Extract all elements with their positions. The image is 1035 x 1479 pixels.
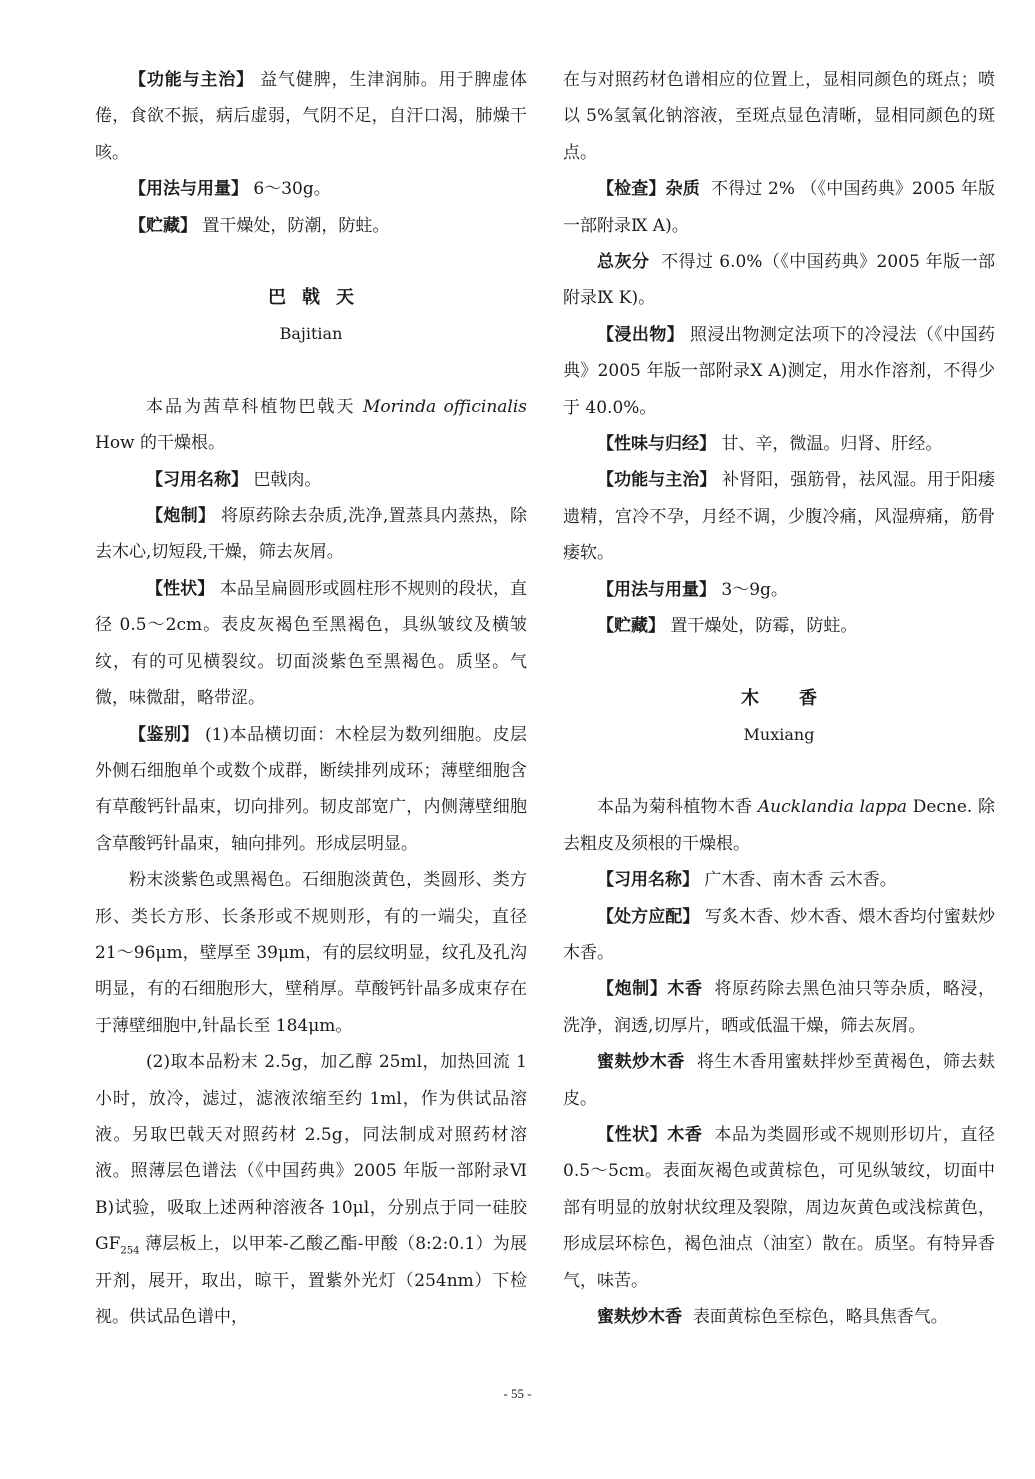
section-label: 【炮制】 <box>146 506 216 527</box>
section-text: 写炙木香、炒木香、煨木香均付蜜麸炒木香。 <box>563 906 996 963</box>
section-label: 【习用名称】 <box>146 469 248 490</box>
paragraph-tlc <box>95 1044 527 1335</box>
section-label: 【贮藏】 <box>129 215 197 236</box>
paragraph-honey-fried-characters <box>563 1299 995 1335</box>
desc-text: 本品为菊科植物木香 <box>597 797 758 818</box>
section-label: 【鉴别】 <box>129 724 200 745</box>
section-text: 广木香、南木香 云木香。 <box>704 870 897 891</box>
section-text: 甘、辛，微温。归肾、肝经。 <box>721 434 943 455</box>
section-text: 薄层板上，以甲苯-乙酸乙酯-甲酸（8:2:0.1）为展开剂，展开，取出，晾干，置紫外光灯（254nm）下检视。供试品色谱中， <box>95 1234 527 1327</box>
paragraph-alias <box>563 862 995 898</box>
paragraph-storage <box>95 208 527 244</box>
paragraph-identification <box>95 717 527 863</box>
section-text: 6～30g。 <box>253 179 331 200</box>
paragraph-powder <box>95 862 527 1044</box>
section-label: 【贮藏】 <box>597 616 665 637</box>
section-text: (1)本品横切面：木栓层为数列细胞。皮层外侧石细胞单个或数个成群，断续排列成环；薄壁细胞含有草酸钙针晶束，切向排列。韧皮部宽广，内侧薄壁细胞含草酸钙针晶束，轴向排列。形成层明显。 <box>95 724 527 854</box>
section-text: 在与对照药材色谱相应的位置上，显相同颜色的斑点；喷以 5%氢氧化钠溶液，至斑点显色清晰，显相同颜色的斑点。 <box>563 70 995 163</box>
paragraph-function <box>95 62 527 171</box>
section-text: 置干燥处，防潮，防蛀。 <box>202 215 390 236</box>
paragraph-usage <box>563 572 995 608</box>
paragraph-description <box>95 389 527 462</box>
monograph-title: 木香 <box>741 687 857 709</box>
latin-name: Aucklandia lappa <box>757 797 908 818</box>
section-label: 【处方应配】 <box>597 906 700 927</box>
section-label: 【习用名称】 <box>597 870 699 891</box>
paragraph-processing <box>95 498 527 571</box>
paragraph-usage <box>95 171 527 207</box>
paragraph-processing <box>563 971 995 1044</box>
subscript: 254 <box>120 1245 140 1257</box>
section-text: 照浸出物测定法项下的冷浸法（《中国药典》2005 年版一部附录Ⅹ A)测定，用水作溶剂，不得少于 40.0%。 <box>563 324 996 418</box>
latin-name: Morinda officinalis <box>363 396 527 417</box>
section-text: 不得过 6.0%（《中国药典》2005 年版一部附录Ⅸ K)。 <box>563 252 996 309</box>
section-text: 益气健脾，生津润肺。用于脾虚体倦，食欲不振，病后虚弱，气阴不足，自汗口渴，肺燥干咳。 <box>95 70 528 163</box>
section-text: 本品为类圆形或不规则形切片，直径0.5～5cm。表面灰褐色或黄棕色，可见纵皱纹，切面中部有明显的放射状纹理及裂隙，周边灰黄色或浅棕黄色，形成层环棕色，褐色油点（油室）散在。质坚。有特异香气，味苦。 <box>563 1124 996 1291</box>
section-text: 巴戟肉。 <box>253 469 322 490</box>
right-column <box>563 62 995 1335</box>
section-label: 【浸出物】 <box>597 324 685 345</box>
section-label: 蜜麸炒木香 <box>597 1307 682 1327</box>
section-label: 【功能与主治】 <box>129 70 254 90</box>
section-spacer <box>95 353 527 389</box>
section-text: 将原药除去黑色油只等杂质，略浸，洗净，润透,切厚片，晒或低温干燥，筛去灰屑。 <box>563 979 996 1036</box>
paragraph-storage <box>563 608 995 644</box>
section-text: 将生木香用蜜麸拌炒至黄褐色，筛去麸皮。 <box>563 1052 996 1109</box>
section-text: 3～9g。 <box>721 579 788 600</box>
section-label: 【性味与归经】 <box>597 434 716 455</box>
left-column <box>95 62 527 1335</box>
section-spacer <box>563 645 995 681</box>
page-number: - 55 - <box>503 1386 532 1401</box>
desc-text: 本品为茜草科植物巴戟天 <box>146 396 364 417</box>
section-label: 【功能与主治】 <box>597 470 717 491</box>
paragraph-taste <box>563 426 995 462</box>
section-label: 蜜麸炒木香 <box>597 1052 685 1073</box>
paragraph-description <box>563 789 995 862</box>
monograph-pinyin: Muxiang <box>743 724 815 744</box>
section-label: 【检查】杂质 <box>597 179 700 200</box>
section-label: 【用法与用量】 <box>129 179 248 200</box>
paragraph-characters <box>563 1117 995 1299</box>
paragraph-ash <box>563 244 995 317</box>
desc-text: How 的干燥根。 <box>95 433 226 454</box>
section-label: 【炮制】木香 <box>597 979 703 1000</box>
monograph-pinyin: Bajitian <box>279 324 343 344</box>
paragraph-extract <box>563 317 995 426</box>
paragraph-characters <box>95 571 527 717</box>
desc-text: Decne. 除去粗皮及须根的干燥根。 <box>563 797 995 854</box>
section-text: (2)取本品粉末 2.5g，加乙醇 25ml，加热回流 1 小时，放冷，滤过，滤液浓缩至约 1ml，作为供试品溶液。另取巴戟天对照药材 2.5g，同法制成对照药材溶液。照薄层色谱法（《中国药典》2005 年版一部附录Ⅵ B)试验，吸取上述两种溶液各 10μl，分别点于同一硅胶 GF <box>95 1052 527 1255</box>
section-label: 【用法与用量】 <box>597 579 716 600</box>
section-text: 补肾阳，强筋骨，祛风湿。用于阳痿遗精，宫冷不孕，月经不调，少腹冷痛，风湿痹痛，筋骨痿软。 <box>563 470 996 564</box>
section-text: 置干燥处，防霉，防蛀。 <box>670 616 858 637</box>
section-label: 【性状】 <box>146 578 215 599</box>
paragraph-check <box>563 171 995 244</box>
paragraph-function <box>563 462 995 571</box>
section-text: 粉末淡紫色或黑褐色。石细胞淡黄色，类圆形、类方形、类长方形、长条形或不规则形，有的一端尖，直径 21～96μm，壁厚至 39μm，有的层纹明显，纹孔及孔沟明显，有的石细胞形大，壁稍厚。草酸钙针晶多成束存在于薄壁细胞中,针晶长至 184μm。 <box>95 870 527 1036</box>
section-spacer <box>563 753 995 789</box>
paragraph-honey-fried <box>563 1044 995 1117</box>
section-text: 本品呈扁圆形或圆柱形不规则的段状，直径 0.5～2cm。表皮灰褐色至黑褐色，具纵皱纹及横皱纹，有的可见横裂纹。切面淡紫色至黑褐色。质坚。气微，味微甜，略带涩。 <box>95 578 528 709</box>
section-label: 总灰分 <box>597 252 650 273</box>
section-text: 表面黄棕色至棕色，略具焦香气。 <box>692 1307 948 1327</box>
section-text: 将原药除去杂质,洗净,置蒸具内蒸热，除去木心,切短段,干燥，筛去灰屑。 <box>95 506 528 563</box>
paragraph-alias <box>95 462 527 498</box>
section-label: 【性状】木香 <box>597 1124 703 1145</box>
section-text: 不得过 2% （《中国药典》2005 年版一部附录Ⅸ A)。 <box>563 179 996 236</box>
paragraph-continued <box>563 62 995 171</box>
monograph-title: 巴戟天 <box>268 287 370 309</box>
section-spacer <box>95 244 527 280</box>
paragraph-prescription <box>563 899 995 972</box>
